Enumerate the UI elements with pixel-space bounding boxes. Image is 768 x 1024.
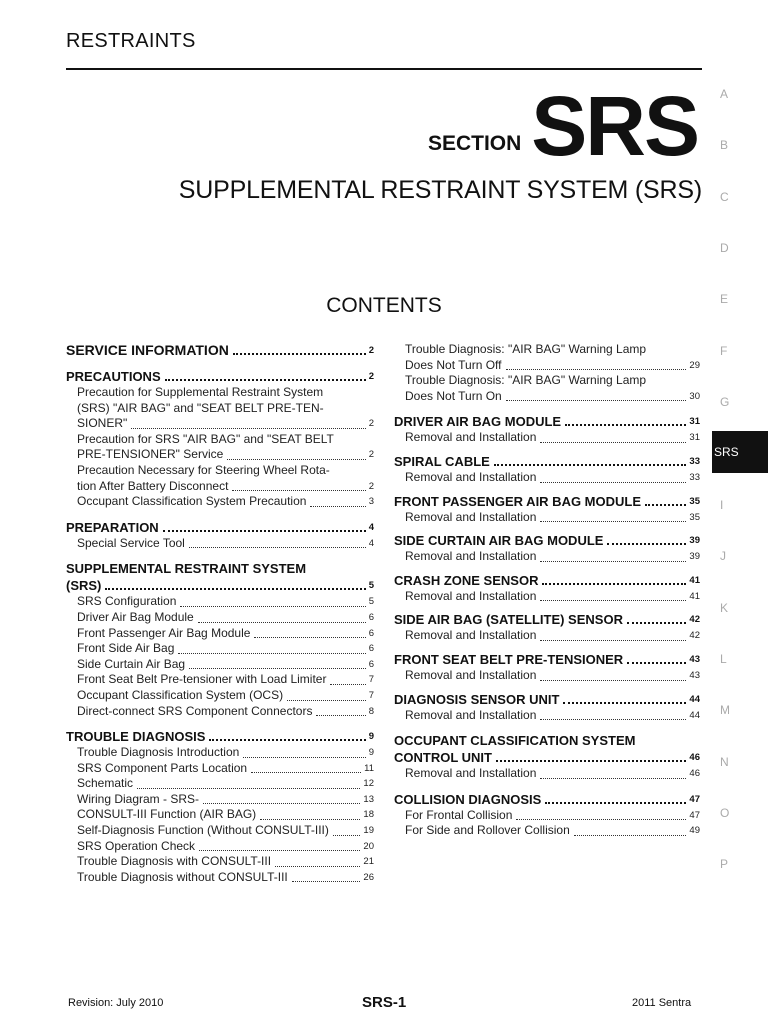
toc-srs[interactable]: (SRS) 5 xyxy=(66,578,374,594)
section-code: SRS xyxy=(531,79,698,173)
toc-entry[interactable]: For Side and Rollover Collision 49 xyxy=(405,823,700,838)
toc-ocs-heading-line1: OCCUPANT CLASSIFICATION SYSTEM xyxy=(394,733,636,749)
toc-entry[interactable]: Self-Diagnosis Function (Without CONSULT-III) 19 xyxy=(77,823,374,838)
toc-entry[interactable]: Schematic 12 xyxy=(77,776,374,791)
toc-driver-air-bag-module[interactable]: DRIVER AIR BAG MODULE 31 xyxy=(394,414,700,430)
header-category: RESTRAINTS xyxy=(66,30,196,52)
tab-c[interactable]: C xyxy=(720,190,729,204)
toc-entry[interactable]: Direct-connect SRS Component Connectors 8 xyxy=(77,703,374,718)
toc-entry[interactable]: Occupant Classification System Precaution 3 xyxy=(77,494,374,509)
section-word: SECTION xyxy=(427,132,522,155)
toc-trouble-diagnosis[interactable]: TROUBLE DIAGNOSIS 9 xyxy=(66,729,374,745)
toc-entry[interactable]: Front Side Air Bag 6 xyxy=(77,641,374,656)
toc-crash-zone-sensor[interactable]: CRASH ZONE SENSOR 41 xyxy=(394,572,700,588)
toc-entry[interactable]: Special Service Tool 4 xyxy=(77,535,374,550)
toc-entry[interactable]: CONSULT-III Function (AIR BAG) 18 xyxy=(77,807,374,822)
toc-entry[interactable]: Removal and Installation 43 xyxy=(405,667,700,682)
toc-entry[interactable]: Removal and Installation 42 xyxy=(405,628,700,643)
toc-entry-line: Precaution for SRS "AIR BAG" and "SEAT BELT xyxy=(77,431,334,446)
toc-entry[interactable]: SRS Configuration 5 xyxy=(77,594,374,609)
toc-entry[interactable]: Trouble Diagnosis Introduction 9 xyxy=(77,745,374,760)
tab-srs[interactable]: SRS xyxy=(712,431,768,473)
toc-diagnosis-sensor-unit[interactable]: DIAGNOSIS SENSOR UNIT 44 xyxy=(394,691,700,707)
toc-srs-heading-line1: SUPPLEMENTAL RESTRAINT SYSTEM xyxy=(66,561,307,577)
toc-spiral-cable[interactable]: SPIRAL CABLE 33 xyxy=(394,453,700,469)
tab-o[interactable]: O xyxy=(720,806,730,820)
section-heading xyxy=(427,79,698,173)
tab-b[interactable]: B xyxy=(720,138,729,152)
tab-g[interactable]: G xyxy=(720,395,730,409)
toc-entry[interactable]: Does Not Turn On 30 xyxy=(405,388,700,403)
toc-entry[interactable]: Removal and Installation 33 xyxy=(405,469,700,484)
tab-f[interactable]: F xyxy=(720,344,728,358)
toc-preparation[interactable]: PREPARATION 4 xyxy=(66,519,374,535)
toc-entry[interactable]: PRE-TENSIONER" Service 2 xyxy=(77,447,374,462)
tab-n[interactable]: N xyxy=(720,755,729,769)
toc-entry[interactable]: For Frontal Collision 47 xyxy=(405,807,700,822)
contents-title: CONTENTS xyxy=(326,294,442,317)
toc-entry[interactable]: Side Curtain Air Bag 6 xyxy=(77,656,374,671)
toc-entry[interactable]: Wiring Diagram - SRS- 13 xyxy=(77,791,374,806)
toc-side-curtain-air-bag-module[interactable]: SIDE CURTAIN AIR BAG MODULE 39 xyxy=(394,533,700,549)
toc-entry[interactable]: Removal and Installation 39 xyxy=(405,549,700,564)
tab-e[interactable]: E xyxy=(720,292,729,306)
section-title: SUPPLEMENTAL RESTRAINT SYSTEM (SRS) xyxy=(178,176,702,204)
footer-model: 2011 Sentra xyxy=(632,997,692,1009)
toc-front-passenger-air-bag-module[interactable]: FRONT PASSENGER AIR BAG MODULE 35 xyxy=(394,493,700,509)
toc-entry[interactable]: Removal and Installation 46 xyxy=(405,766,700,781)
toc-entry[interactable]: tion After Battery Disconnect 2 xyxy=(77,478,374,493)
toc-entry[interactable]: Trouble Diagnosis with CONSULT-III 21 xyxy=(77,854,374,869)
toc-left-column xyxy=(66,342,374,885)
tab-p[interactable]: P xyxy=(720,857,729,871)
toc-entry[interactable]: Removal and Installation 44 xyxy=(405,707,700,722)
tab-l[interactable]: L xyxy=(720,652,727,666)
toc-entry[interactable]: SRS Operation Check 20 xyxy=(77,838,374,853)
toc-entry[interactable]: Removal and Installation 41 xyxy=(405,588,700,603)
tab-k[interactable]: K xyxy=(720,601,729,615)
toc-side-air-bag-satellite-sensor[interactable]: SIDE AIR BAG (SATELLITE) SENSOR 42 xyxy=(394,612,700,628)
toc-entry[interactable]: SRS Component Parts Location 11 xyxy=(77,760,374,775)
toc-entry[interactable]: Trouble Diagnosis without CONSULT-III 26 xyxy=(77,869,374,884)
toc-entry-line: Precaution Necessary for Steering Wheel Rota- xyxy=(77,462,330,477)
toc-entry[interactable]: SIONER" 2 xyxy=(77,416,374,431)
toc-entry-line: Trouble Diagnosis: "AIR BAG" Warning Lamp xyxy=(405,342,647,356)
toc-collision-diagnosis[interactable]: COLLISION DIAGNOSIS 47 xyxy=(394,791,700,807)
toc-precautions[interactable]: PRECAUTIONS 2 xyxy=(66,369,374,384)
tab-d[interactable]: D xyxy=(720,241,729,255)
tab-a[interactable]: A xyxy=(720,87,729,101)
toc-entry[interactable]: Driver Air Bag Module 6 xyxy=(77,609,374,624)
footer-revision: Revision: July 2010 xyxy=(68,997,164,1009)
toc-entry[interactable]: Front Seat Belt Pre-tensioner with Load Limiter 7 xyxy=(77,672,374,687)
header-rule xyxy=(66,68,702,70)
toc-entry-line: Precaution for Supplemental Restraint System xyxy=(77,385,324,399)
toc-entry[interactable]: Does Not Turn Off 29 xyxy=(405,357,700,372)
toc-entry-line: (SRS) "AIR BAG" and "SEAT BELT PRE-TEN- xyxy=(77,400,324,415)
tab-m[interactable]: M xyxy=(720,703,730,717)
toc-front-seat-belt-pre-tensioner[interactable]: FRONT SEAT BELT PRE-TENSIONER 43 xyxy=(394,651,700,667)
toc-entry-line: Trouble Diagnosis: "AIR BAG" Warning Lamp xyxy=(405,373,647,388)
toc-entry[interactable]: Removal and Installation 35 xyxy=(405,509,700,524)
toc-right-column xyxy=(394,342,700,839)
toc-service-information[interactable]: SERVICE INFORMATION 2 xyxy=(66,342,374,358)
toc-entry[interactable]: Occupant Classification System (OCS) 7 xyxy=(77,687,374,702)
toc-entry[interactable]: Removal and Installation 31 xyxy=(405,430,700,445)
toc-entry[interactable]: Front Passenger Air Bag Module 6 xyxy=(77,625,374,640)
tab-i[interactable]: I xyxy=(720,498,724,512)
tab-j[interactable]: J xyxy=(720,549,726,563)
footer-page-number: SRS-1 xyxy=(362,994,407,1011)
toc-ocs-control-unit[interactable]: CONTROL UNIT 46 xyxy=(394,750,700,766)
